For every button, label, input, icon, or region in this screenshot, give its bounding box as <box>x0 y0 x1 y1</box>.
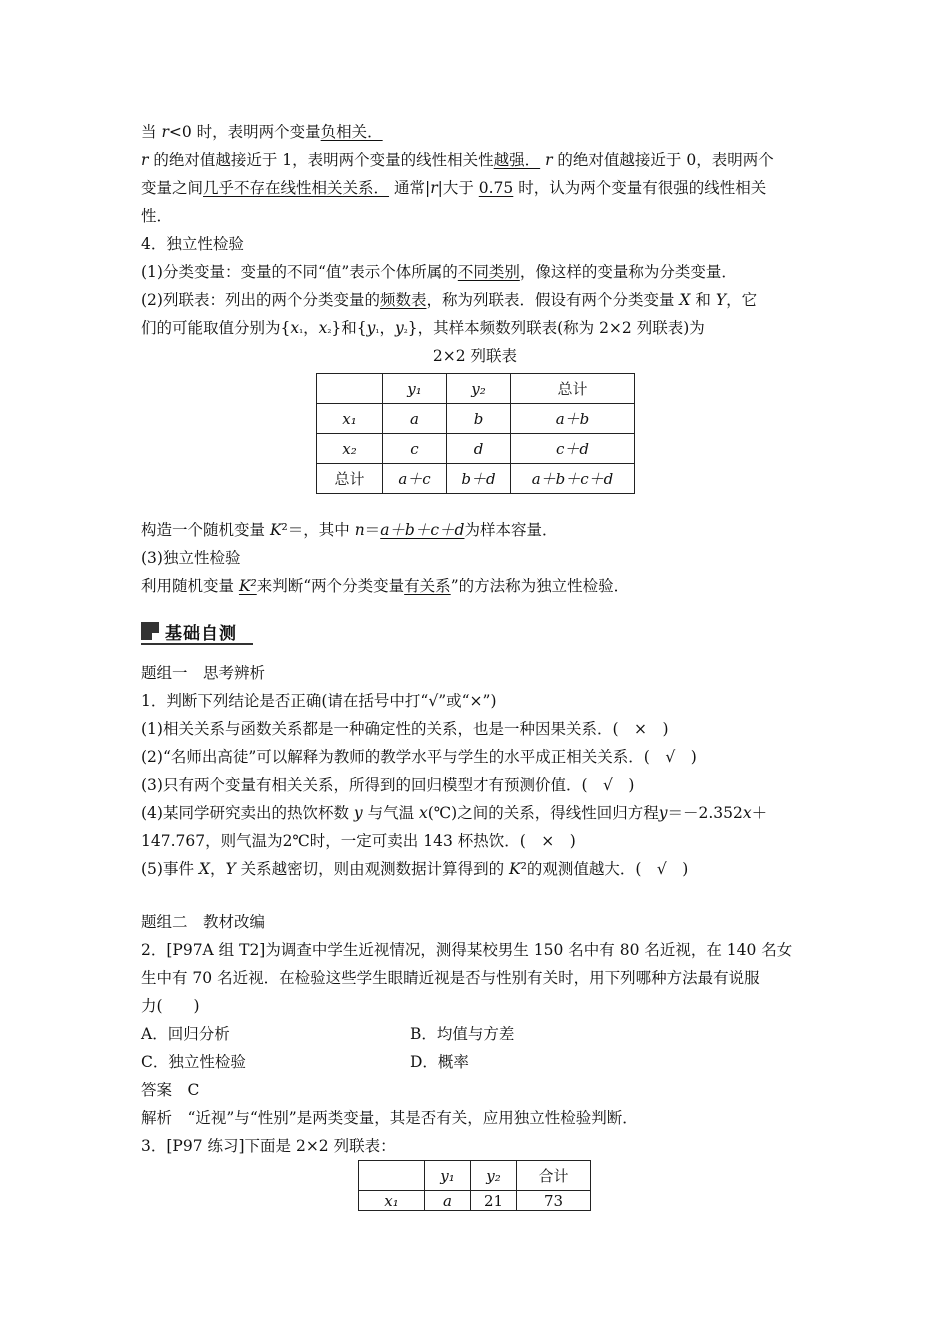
question-stem: 生中有 70 名近视．在检验这些学生眼睛近视是否与性别有关时，用下列哪种方法最有说服 <box>141 969 760 987</box>
question-stem: 3．[P97 练习]下面是 2×2 列联表： <box>141 1137 396 1155</box>
statement: (4)某同学研究卖出的热饮杯数 y 与气温 x(℃)之间的关系，得线性回归方程y＝－2.352x＋ <box>141 804 768 822</box>
table-cell: 合计 <box>517 1161 591 1191</box>
table-cell: y₁ <box>425 1161 471 1191</box>
table-cell: a＋b＋c＋d <box>511 464 635 494</box>
table-row <box>317 434 635 464</box>
answer: 答案 C <box>141 1081 200 1099</box>
table-cell: 73 <box>517 1191 591 1211</box>
table-cell: a＋c <box>383 464 447 494</box>
table-header-row <box>359 1161 591 1191</box>
option-b: B．均值与方差 <box>410 1025 515 1043</box>
option-a: A．回归分析 <box>141 1025 230 1043</box>
text-line: 性． <box>141 207 173 225</box>
table-row <box>359 1191 591 1211</box>
table-cell: x₁ <box>359 1191 425 1211</box>
statement: 147.767，则气温为2℃时，一定可卖出 143 杯热饮．( × ) <box>141 832 576 850</box>
section-divider <box>141 643 253 645</box>
subsection-heading: 4．独立性检验 <box>141 235 244 253</box>
statement: (5)事件 X，Y 关系越密切，则由观测数据计算得到的 K²的观测值越大．( √ ) <box>141 860 689 878</box>
statement: (1)相关关系与函数关系都是一种确定性的关系，也是一种因果关系．( × ) <box>141 720 669 738</box>
question-stem: 2．[P97A 组 T2]为调查中学生近视情况，测得某校男生 150 名中有 80 名近视，在 140 名女 <box>141 941 793 959</box>
table-cell: a <box>425 1191 471 1211</box>
subsection-heading: (3)独立性检验 <box>141 549 241 567</box>
table-cell: x₁ <box>317 404 383 434</box>
table-cell: 总计 <box>511 374 635 404</box>
statement: (3)只有两个变量有相关关系，所得到的回归模型才有预测价值．( √ ) <box>141 776 635 794</box>
text-line: 利用随机变量 K²来判断“两个分类变量有关系”的方法称为独立性检验． <box>141 577 630 595</box>
table-cell: c＋d <box>511 434 635 464</box>
table-cell: b <box>447 404 511 434</box>
text-line: 们的可能取值分别为{x₁，x₂}和{y₁，y₂}，其样本频数列联表(称为 2×2 列联表)为 <box>141 319 705 337</box>
text-line: 当 r<0 时，表明两个变量负相关． <box>141 123 383 141</box>
group-title: 题组二 教材改编 <box>141 913 266 931</box>
table-cell: 21 <box>471 1191 517 1211</box>
contingency-table <box>316 373 635 494</box>
table-caption: 2×2 列联表 <box>432 347 518 365</box>
text-line: 变量之间几乎不存在线性相关关系． 通常|r|大于 0.75 时，认为两个变量有很强的线性相关 <box>141 179 767 197</box>
question-stem: 力( ) <box>141 997 200 1015</box>
table-cell: d <box>447 434 511 464</box>
text-line: r 的绝对值越接近于 1，表明两个变量的线性相关性越强． r 的绝对值越接近于 0，表明两个 <box>141 151 774 169</box>
table-cell: y₁ <box>383 374 447 404</box>
table-row <box>317 464 635 494</box>
statement: (2)“名师出高徒”可以解释为教师的教学水平与学生的水平成正相关关系．( √ ) <box>141 748 697 766</box>
text-line: (1)分类变量：变量的不同“值”表示个体所属的不同类别，像这样的变量称为分类变量． <box>141 263 737 281</box>
table-cell <box>317 374 383 404</box>
question-stem: 1．判断下列结论是否正确(请在括号中打“√”或“×”) <box>141 692 497 710</box>
group-title: 题组一 思考辨析 <box>141 664 266 682</box>
table-row <box>317 404 635 434</box>
section-square-icon <box>141 622 159 640</box>
table-cell: 总计 <box>317 464 383 494</box>
table-cell: a <box>383 404 447 434</box>
text-line: 构造一个随机变量 K²＝，其中 n＝a＋b＋c＋d为样本容量． <box>141 521 558 539</box>
section-title: 基础自测 <box>165 623 237 644</box>
analysis: 解析 “近视”与“性别”是两类变量，其是否有关，应用独立性检验判断． <box>141 1109 638 1127</box>
text-line: (2)列联表：列出的两个分类变量的频数表，称为列联表．假设有两个分类变量 X 和 Y，它 <box>141 291 758 309</box>
table-cell: b＋d <box>447 464 511 494</box>
table-header-row <box>317 374 635 404</box>
contingency-table-2 <box>358 1160 591 1211</box>
table-cell: y₂ <box>447 374 511 404</box>
table-cell: a＋b <box>511 404 635 434</box>
option-d: D．概率 <box>410 1053 469 1071</box>
table-cell: x₂ <box>317 434 383 464</box>
table-cell: c <box>383 434 447 464</box>
option-c: C．独立性检验 <box>141 1053 246 1071</box>
section-header <box>141 618 253 644</box>
table-cell <box>359 1161 425 1191</box>
table-cell: y₂ <box>471 1161 517 1191</box>
